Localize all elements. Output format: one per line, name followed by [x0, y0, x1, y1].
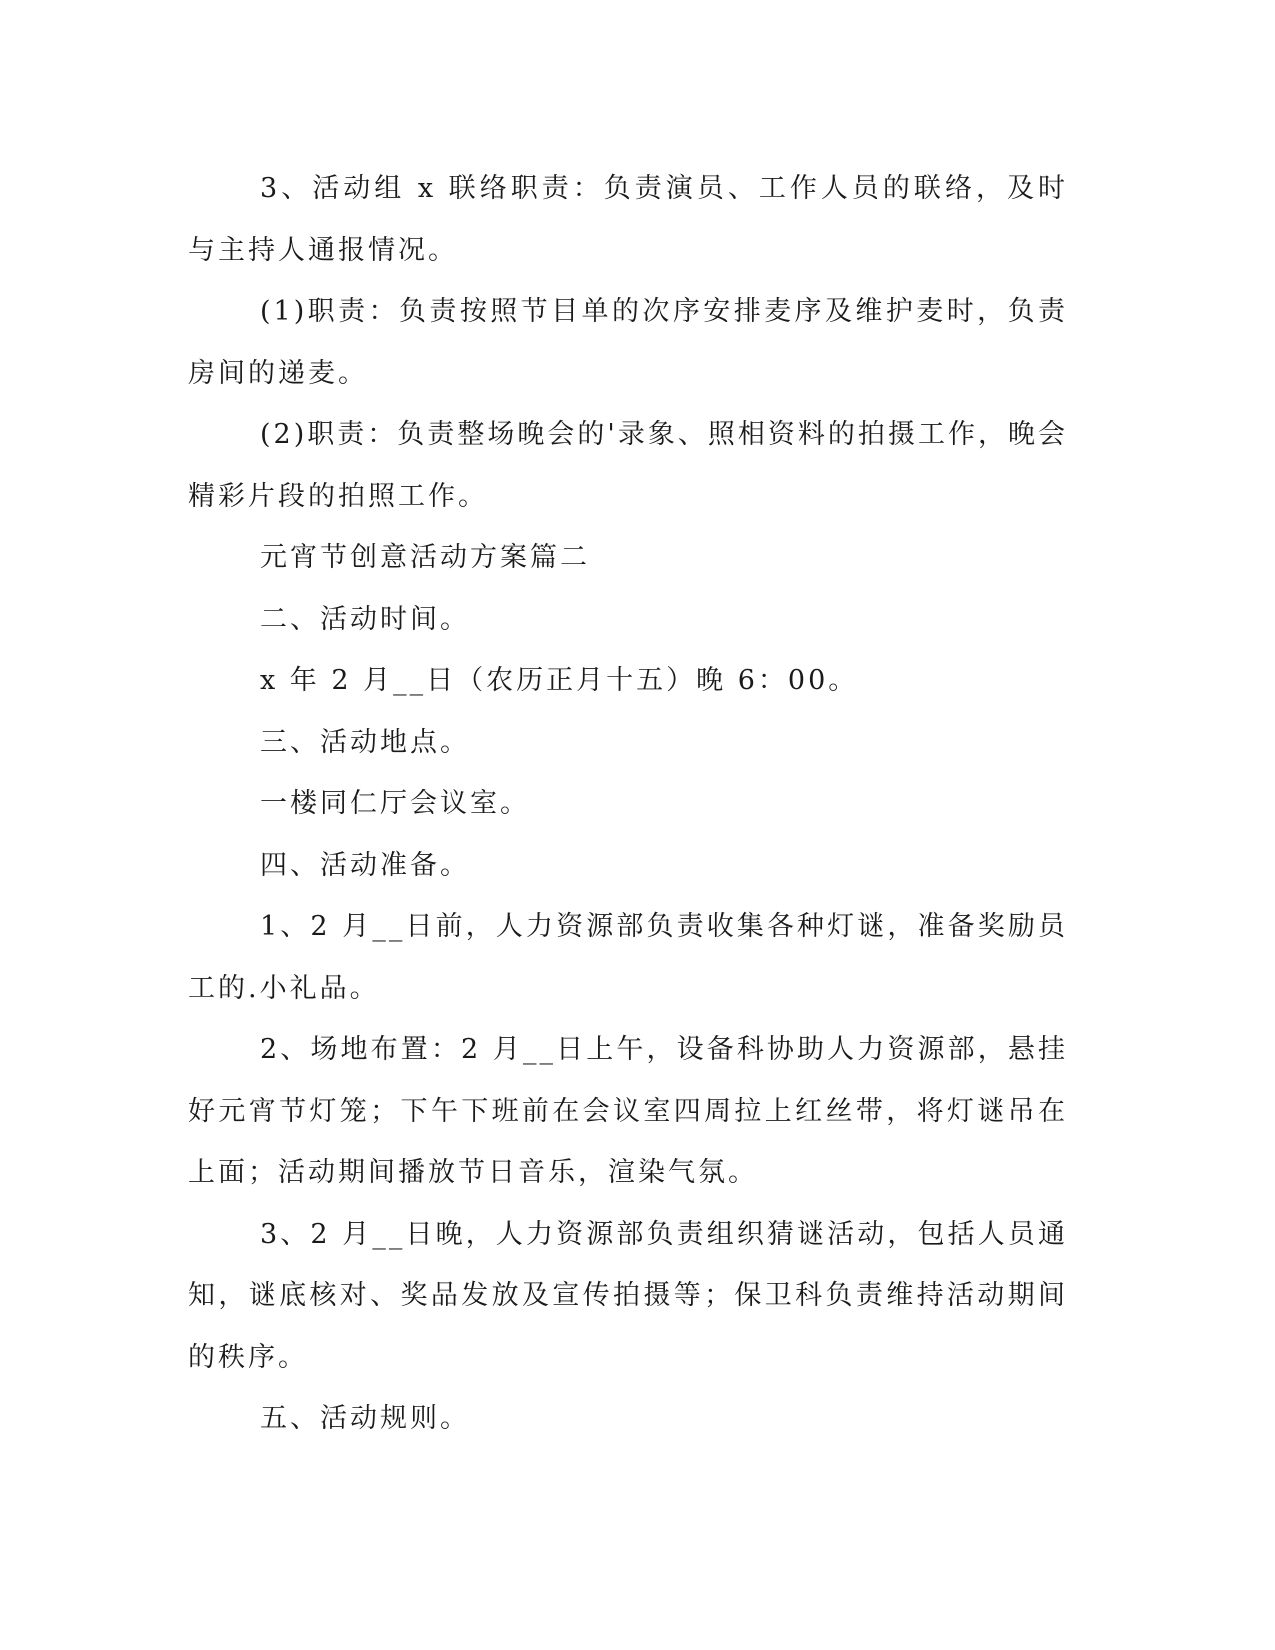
paragraph-preparation-1: 1、2 月__日前，人力资源部负责收集各种灯谜，准备奖励员工的.小礼品。	[188, 911, 1068, 1004]
section-heading-preparation: 四、活动准备。	[260, 849, 470, 881]
section-heading-plan-two: 元宵节创意活动方案篇二	[260, 542, 590, 573]
section-heading-time: 二、活动时间。	[260, 603, 470, 635]
paragraph-duty-1: (1)职责：负责按照节目单的次序安排麦序及维护麦时，负责房间的递麦。	[188, 296, 1068, 389]
paragraph-time: x 年 2 月__日（农历正月十五）晚 6：00。	[260, 665, 859, 696]
section-heading-rules: 五、活动规则。	[260, 1403, 470, 1434]
section-heading-location: 三、活动地点。	[260, 726, 470, 758]
document-body	[188, 158, 1068, 1450]
paragraph-liaison-duty: 3、活动组 x 联络职责：负责演员、工作人员的联络，及时与主持人通报情况。	[188, 173, 1068, 266]
paragraph-preparation-2: 2、场地布置：2 月__日上午，设备科协助人力资源部，悬挂好元宵节灯笼；下午下班前在会议室四周拉上红丝带，将灯谜吊在上面；活动期间播放节日音乐，渲染气氛。	[188, 1034, 1068, 1188]
paragraph-duty-2: (2)职责：负责整场晚会的'录象、照相资料的拍摄工作，晚会精彩片段的拍照工作。	[188, 419, 1068, 512]
paragraph-preparation-3: 3、2 月__日晚，人力资源部负责组织猜谜活动，包括人员通知，谜底核对、奖品发放及宣传拍摄等；保卫科负责维持活动期间的秩序。	[188, 1218, 1068, 1373]
paragraph-location: 一楼同仁厅会议室。	[260, 788, 530, 819]
